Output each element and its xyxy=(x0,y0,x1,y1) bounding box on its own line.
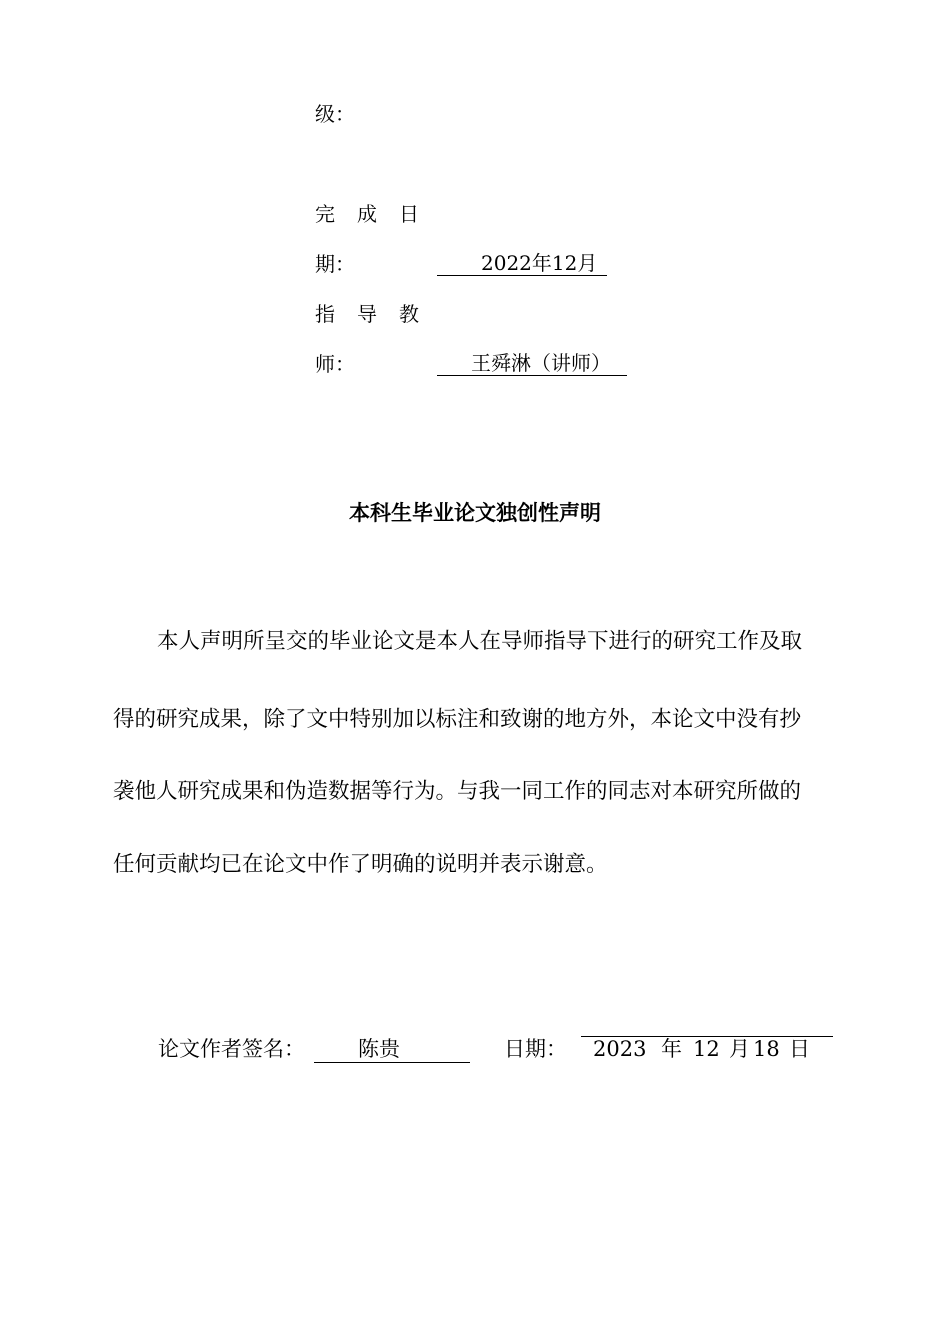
class-label: 级： xyxy=(315,102,355,126)
declaration-line-3: 袭他人研究成果和伪造数据等行为。与我一同工作的同志对本研究所做的 xyxy=(113,779,802,804)
date-year: 2023 xyxy=(593,1037,647,1061)
author-signature-value: 陈贵 xyxy=(314,1036,470,1063)
author-signature-label: 论文作者签名： xyxy=(158,1037,305,1061)
declaration-line-1: 本人声明所呈交的毕业论文是本人在导师指导下进行的研究工作及取 xyxy=(157,629,803,654)
declaration-line-2: 得的研究成果，除了文中特别加以标注和致谢的地方外，本论文中没有抄 xyxy=(113,707,802,732)
completion-date-value: 2022年12月 xyxy=(437,251,607,276)
date-year-unit: 年 xyxy=(661,1037,682,1061)
advisor-value: 王舜淋（讲师） xyxy=(437,351,627,376)
completion-date-label-line1: 完成日 xyxy=(315,202,441,226)
advisor-label-line1: 指导教 xyxy=(315,302,441,326)
date-day: 18 xyxy=(753,1037,780,1061)
date-label: 日期： xyxy=(504,1037,567,1061)
declaration-line-4: 任何贡献均已在论文中作了明确的说明并表示谢意。 xyxy=(113,852,608,877)
completion-date-label-line2: 期： xyxy=(315,252,355,276)
date-value xyxy=(581,1036,833,1061)
date-month-unit: 月 xyxy=(729,1037,750,1061)
advisor-label-line2: 师： xyxy=(315,352,355,376)
date-day-unit: 日 xyxy=(789,1037,810,1061)
declaration-title: 本科生毕业论文独创性声明 xyxy=(349,501,601,525)
date-month: 12 xyxy=(693,1037,720,1061)
